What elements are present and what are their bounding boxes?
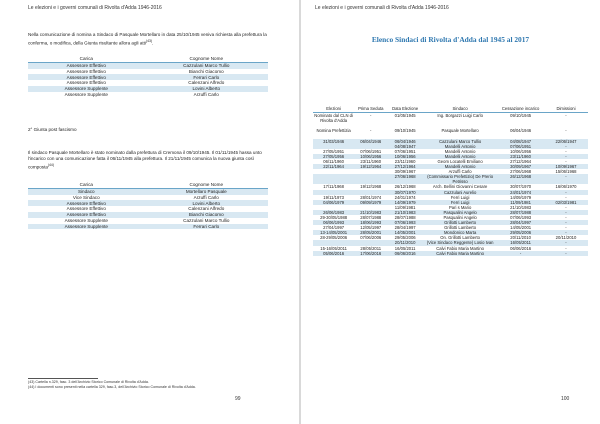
table-cell: Cazzulani Marco Tullio xyxy=(183,63,230,69)
table-cell: - xyxy=(565,225,567,231)
table-cell: - xyxy=(544,144,588,149)
table-cell: 06/11/1960 xyxy=(323,158,344,164)
footnote: (43) Cartella n.329, fasc. 3 dell'Archivio Storico Comunale di Rivolta d'Adda. xyxy=(28,380,149,384)
table-cell: 28/07/1988 xyxy=(497,210,544,215)
table-cell: 27/12/1964 xyxy=(387,164,423,169)
giunta-table-2 xyxy=(28,182,268,229)
table-cell: 27/12/1964 xyxy=(510,158,532,164)
left-page xyxy=(0,0,299,424)
table-cell: 24/01/1974 xyxy=(394,194,416,200)
right-page xyxy=(301,0,600,424)
table-row xyxy=(313,113,588,124)
table-cell: 28/04/1997 xyxy=(394,225,416,231)
table-cell: 21/10/1983 xyxy=(387,210,423,215)
table-cell: 07/06/1951 xyxy=(360,148,382,154)
table-cell: - xyxy=(544,251,588,256)
table-cell: 28/05/2011 xyxy=(360,245,382,251)
table-cell: 07/06/1993 xyxy=(387,220,423,225)
table-cell: 21/10/1983 xyxy=(510,204,532,210)
table-cell: - xyxy=(565,245,567,251)
table-cell: 24/01/1974 xyxy=(497,190,544,195)
table-cell: 02/03/1981 xyxy=(544,200,588,205)
table-cell: 28/04/1997 xyxy=(497,220,544,225)
table-cell: Pasquale Mortellaro xyxy=(441,128,479,134)
table-cell: 20/11/2010 xyxy=(555,235,577,241)
column-header: Sindaco xyxy=(452,106,468,111)
table-cell: Ferrari Carlo xyxy=(193,223,220,229)
column-header: Cessazione incarico xyxy=(501,106,540,111)
table-cell: Assessore Effettivo xyxy=(66,80,106,86)
running-header: Le elezioni e i governi comunali di Rivolta d'Adda 1946-2016 xyxy=(28,5,162,11)
table-cell: 07/06/1993 xyxy=(510,214,532,220)
table-cell: 09/09/1979 xyxy=(354,200,387,205)
column-header: Cognome Nome xyxy=(189,56,223,62)
mayors-table xyxy=(313,105,588,256)
table-cell: Pari s Mario xyxy=(448,204,472,210)
footnote-ref: (44) xyxy=(47,163,54,168)
table-cell: 15-16/05/2011 xyxy=(320,245,347,251)
table-cell: 26/12/1968 xyxy=(497,174,544,184)
table-cell: 19/12/1964 xyxy=(354,164,387,169)
table-cell xyxy=(354,174,387,184)
table-cell: - xyxy=(544,210,588,215)
table-cell: 30/07/1970 xyxy=(387,190,423,195)
table-cell: - xyxy=(565,148,567,154)
table-cell: 18/06/1993 xyxy=(354,220,387,225)
table-row xyxy=(313,174,588,184)
page-number: 100 xyxy=(561,396,570,402)
footnote-rule xyxy=(28,378,98,379)
table-cell: 09/10/1945 xyxy=(510,113,532,119)
table-cell: 28/01/1974 xyxy=(360,194,382,200)
running-header: Le elezioni e i governi comunali di Rivolta d'Adda 1946-2016 xyxy=(315,5,449,11)
table-cell: Pasqualini Angelo xyxy=(423,210,497,215)
table-cell: Lovini Alberto xyxy=(192,200,221,206)
intro-paragraph-1 xyxy=(28,32,268,47)
table-cell: (Vice Sindaco Reggente) Losio Ivan xyxy=(423,240,497,245)
table-cell: Arch. Bellini Giovanni Cesare xyxy=(432,184,488,190)
table-cell: (Commissario Prefettizio) De Prerio Petrisso xyxy=(423,174,497,184)
table-cell: - xyxy=(565,113,567,119)
table-cell: Assessore Effettivo xyxy=(66,63,106,69)
table-cell: 21/10/1983 xyxy=(354,210,387,215)
giunta-table-1 xyxy=(28,56,268,98)
table-cell: 22/06/1947 xyxy=(544,139,588,144)
table-cell: 04/08/1947 xyxy=(497,139,544,144)
table-cell: - xyxy=(544,240,588,245)
table-cell: Assessore Effettivo xyxy=(66,74,106,80)
table-cell: 28-29/05/2006 xyxy=(320,235,348,241)
table-cell: 14/09/1979 xyxy=(510,194,532,200)
table-cell: Assessore Effettivo xyxy=(66,212,106,218)
table-cell: 28/05/2001 xyxy=(354,230,387,235)
table-cell: 17/06/2016 xyxy=(354,251,387,256)
table-cell: 23/11/1960 xyxy=(497,154,544,159)
table-cell: 27/06/1968 xyxy=(387,174,423,184)
table-cell: Calenzani Alfredo xyxy=(188,80,225,86)
intro-text: Nella comunicazione di nomina a Sindaco di Pasquale Mortellaro in data 25/10/1945 veniva richiesta alla prefettura la conferma, o modifica, della Giunta risultante allora agli atti xyxy=(28,32,267,46)
table-cell: Sindaco xyxy=(77,189,95,195)
table-cell: Assessore Effettivo xyxy=(66,206,106,212)
table-cell: 22/11/1964 xyxy=(313,164,354,169)
table-cell: - xyxy=(370,128,372,134)
intro-text: Il sindaco Pasquale Mortellaro è stato nominato dalla prefettura di Cremona il 09/10/1945. Il 01/11/1945 hassa unto l'incarico con una comunicazione fatta il 06/11/1945 alla prefettura. Il 21/11/1945 comunica la nuova giunta così composta xyxy=(28,150,262,170)
table-cell: - xyxy=(544,220,588,225)
table-cell: 14/05/2001 xyxy=(387,230,423,235)
table-cell: Calenzani Alfredo xyxy=(188,206,225,212)
footnote-ref: (43) xyxy=(145,39,152,44)
table-cell: - xyxy=(565,194,567,200)
table-cell: Arzuffi Carlo xyxy=(193,194,219,200)
table-cell: Bianchi Giacomo xyxy=(188,68,224,74)
table-cell: Mandelli Antonio xyxy=(444,148,476,154)
table-cell: 13-14/05/2001 xyxy=(313,230,354,235)
footnotes xyxy=(28,380,268,390)
table-cell: Grillotti Lamberto xyxy=(423,220,497,225)
table-cell: 27/06/1968 xyxy=(510,169,532,175)
table-cell: 26/06/1983 xyxy=(313,210,354,215)
intro-paragraph-2 xyxy=(28,150,268,171)
table-cell: Cazzulani Aurelio xyxy=(423,190,497,195)
table-cell: 30/09/1967 xyxy=(497,164,544,169)
table-cell: Arzuffi Carlo xyxy=(193,92,219,98)
table-row xyxy=(313,251,588,256)
table-cell: 20/11/2010 xyxy=(510,235,531,241)
table-cell: 29-30/05/1988 xyxy=(320,214,348,220)
table-cell: Arzuffi Carlo xyxy=(448,169,472,175)
table-cell: 06/06/1993 xyxy=(313,220,354,225)
table-cell: 28/07/1988 xyxy=(360,214,382,220)
table-cell: 29/05/2006 xyxy=(394,235,416,241)
column-header: Data Elezione xyxy=(392,106,419,111)
table-cell: Cazzulani Marco Tullio xyxy=(423,139,497,144)
table-cell: 28/07/1988 xyxy=(394,214,416,220)
table-cell: 10/06/1956 xyxy=(510,148,532,154)
footnote: (44) I documenti sono presenti nella cartella 329, fasc.3, dell'Archivio Storico Comunale di Rivolta d'Adda. xyxy=(28,384,196,389)
table-cell: 27/05/1951 xyxy=(323,148,345,154)
table-cell: - xyxy=(544,230,588,235)
table-cell: 11/09/1981 xyxy=(394,204,416,210)
column-header: Carica xyxy=(79,182,93,188)
table-cell: 30/09/1967 xyxy=(394,169,416,175)
table-cell: - xyxy=(544,154,588,159)
table-cell: Assessore Supplente xyxy=(64,218,108,224)
table-cell: Cazzulani Marco Tullio xyxy=(183,218,230,224)
table-cell: Nominato dal CLN di Rivolta d'Adda xyxy=(314,113,353,124)
column-header: Carica xyxy=(79,56,93,62)
table-cell: 07/06/1951 xyxy=(497,144,544,149)
table-cell: Calvi Fabio Maria Martino xyxy=(436,245,484,251)
table-cell: Assessore Supplente xyxy=(64,92,108,98)
table-cell: 06/06/2016 xyxy=(510,245,532,251)
table-cell: - xyxy=(544,174,588,184)
table-cell: Pasqualini Angelo xyxy=(443,214,477,220)
table-cell: 26/12/1968 xyxy=(394,184,416,190)
column-header: Elezioni xyxy=(326,106,341,111)
table-cell: 04/06/1979 xyxy=(313,200,354,205)
page-number: 99 xyxy=(235,396,241,402)
mayors-table-body xyxy=(313,113,588,256)
table-cell xyxy=(313,174,354,184)
table-cell: 16/05/2011 xyxy=(394,245,416,251)
table-cell: Mondonico Marta xyxy=(423,230,497,235)
table-cell: 04/08/1947 xyxy=(387,144,423,149)
table-cell: Lovini Alberto xyxy=(192,86,221,92)
table-header-row xyxy=(313,105,588,113)
table-cell: - xyxy=(544,190,588,195)
table-cell: 05/06/2016 xyxy=(313,251,354,256)
table-cell: 30/07/1970 xyxy=(510,184,532,190)
table-row xyxy=(28,92,268,98)
table-cell: - xyxy=(370,113,372,119)
table-cell: - xyxy=(565,214,567,220)
table-cell: Geom Locatelli Emiliano xyxy=(437,158,483,164)
page-title: Elenco Sindaci di Rivolta d'Adda dal 1945 al 2017 xyxy=(371,35,530,44)
table-cell: 15/06/1968 xyxy=(555,169,577,175)
table-cell: Mandelli Antonio xyxy=(423,144,497,149)
table-cell: 27/04/1997 xyxy=(323,225,345,231)
table-cell: 06/06/2016 xyxy=(387,251,423,256)
table-cell: 23/11/1960 xyxy=(394,158,416,164)
table-cell: 10/06/1956 xyxy=(354,154,387,159)
table-cell: - xyxy=(497,251,544,256)
table-cell: 20/11/2010 xyxy=(387,240,423,245)
table-cell: 31/03/1946 xyxy=(313,139,354,144)
table-cell: Nomina Prefettizia xyxy=(316,128,351,134)
table-cell: 10/09/1967 xyxy=(544,164,588,169)
column-header: Dimissioni xyxy=(556,106,576,111)
table-cell: 10/06/1956 xyxy=(387,154,423,159)
table-cell: Mandelli Antonio xyxy=(423,154,497,159)
table-cell: 01/05/1945 xyxy=(394,113,416,119)
table-cell: 27/05/1956 xyxy=(313,154,354,159)
section-subheading: 2° Giunta post fascismo xyxy=(28,127,77,132)
table-cell: - xyxy=(565,128,567,134)
table-cell: Grillotti Lamberto xyxy=(444,225,477,231)
table-cell: 11/09/1981 xyxy=(497,200,544,205)
table-cell: 06/04/1946 xyxy=(387,139,423,144)
table-cell: 16/05/2011 xyxy=(497,240,544,245)
column-header: Prima Seduta xyxy=(358,106,384,111)
table-cell: 14/09/1979 xyxy=(387,200,423,205)
table-cell: 14/05/2001 xyxy=(510,225,532,231)
column-header: Cognome Nome xyxy=(189,182,223,188)
table-cell: 19/11/1973 xyxy=(323,194,344,200)
table-cell: Ferri Luigi xyxy=(423,200,497,205)
table-cell: 19/12/1968 xyxy=(360,184,382,190)
table-cell: Vice Sindaco xyxy=(72,194,100,200)
table-cell: 06/04/1946 xyxy=(354,139,387,144)
table-cell: 09/10/1945 xyxy=(394,128,416,134)
table-cell: Ferri Luigi xyxy=(450,194,470,200)
table-cell: 12/05/1997 xyxy=(360,225,382,231)
table-cell: Ing. Borgazzi Luigi Carlo xyxy=(437,113,483,119)
table-cell: - xyxy=(565,158,567,164)
table-cell: 07/06/2006 xyxy=(360,235,382,241)
table-cell: Calvi Fabio Maria Martino xyxy=(423,251,497,256)
table-cell: Ferrari Carlo xyxy=(193,74,220,80)
table-cell: Assessore Supplente xyxy=(64,86,108,92)
table-cell: Bianchi Giacomo xyxy=(188,212,224,218)
table-cell: Mandelli Antonio xyxy=(423,164,497,169)
table-cell: - xyxy=(565,204,567,210)
table-cell: Assessore Effettivo xyxy=(66,200,106,206)
table-cell: 17/11/1968 xyxy=(323,184,344,190)
table-cell: 07/06/1951 xyxy=(394,148,416,154)
table-cell: Assessore Supplente xyxy=(64,223,108,229)
table-cell: 16/06/1970 xyxy=(555,184,577,190)
table-cell: On. Grillotti Lamberto xyxy=(440,235,481,241)
table-cell: Mortellaro Pasquale xyxy=(185,189,227,195)
table-cell: 06/04/1946 xyxy=(510,128,532,134)
table-cell: 23/11/1960 xyxy=(360,158,382,164)
table-row xyxy=(28,224,268,230)
intro-colon: . xyxy=(152,40,154,46)
table-cell: Assessore Effettivo xyxy=(66,68,106,74)
table-cell: 29/05/2006 xyxy=(497,230,544,235)
